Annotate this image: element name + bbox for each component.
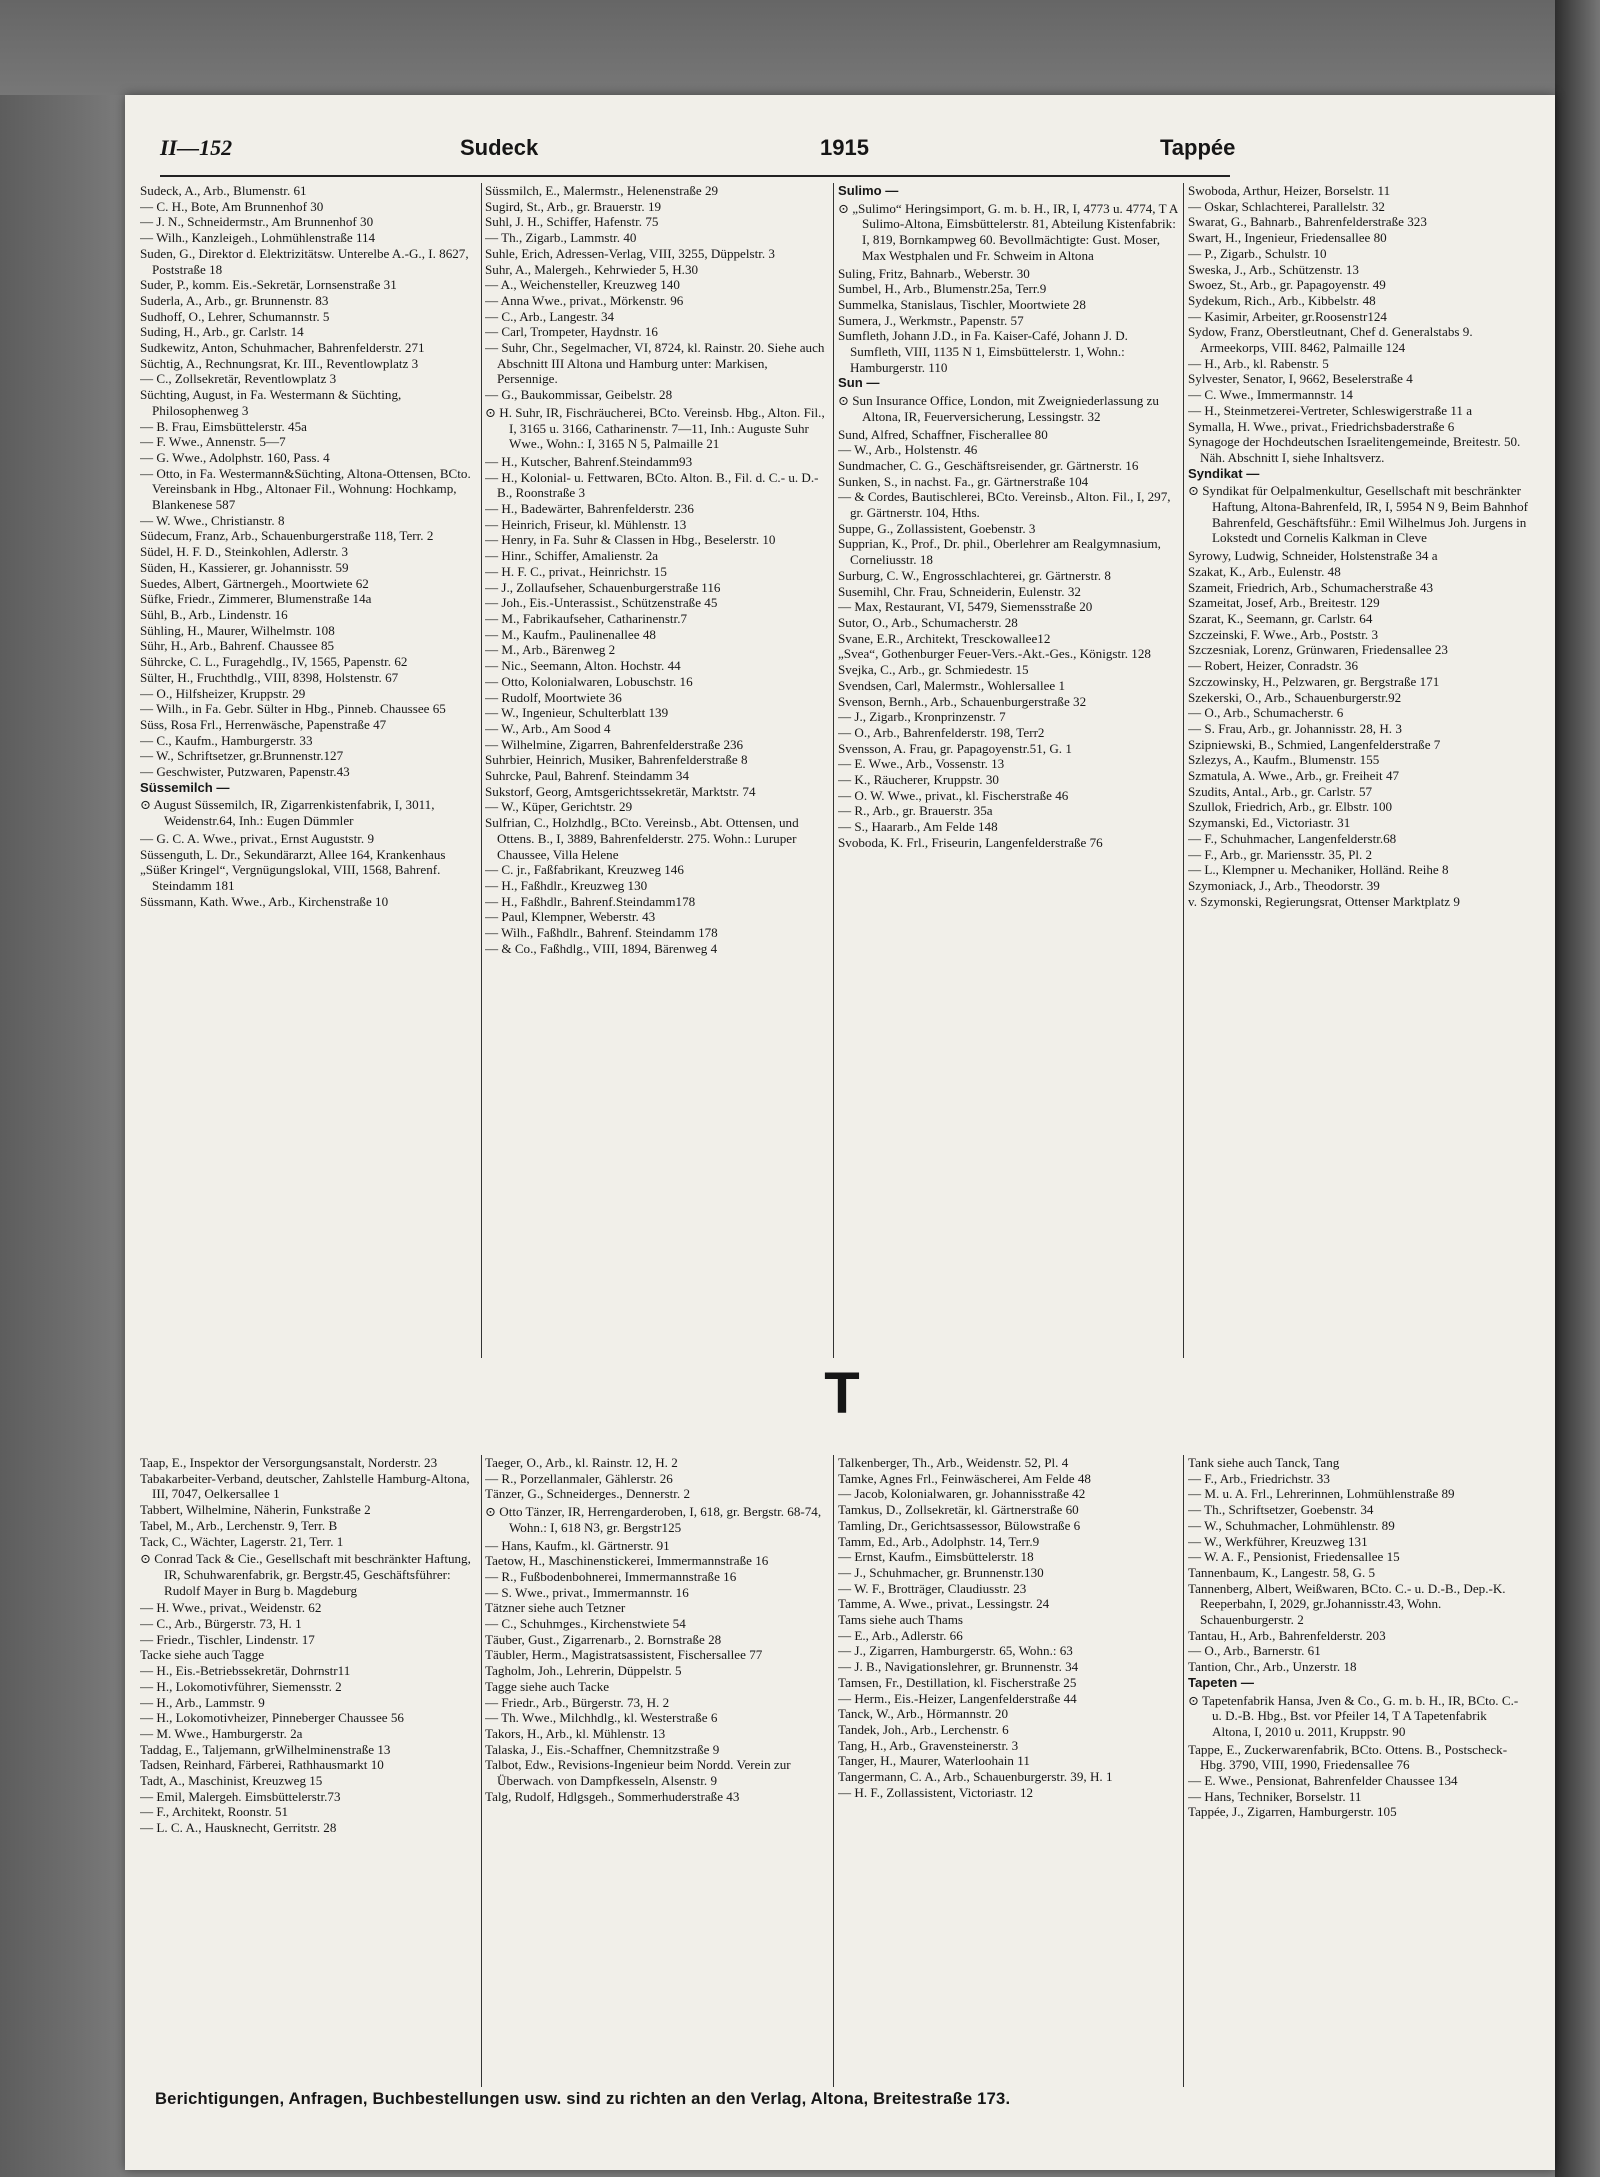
directory-entry: — W., Schuhmacher, Lohmühlenstr. 89 bbox=[1188, 1517, 1395, 1533]
directory-entry: — P., Zigarb., Schulstr. 10 bbox=[1188, 245, 1327, 261]
directory-entry: Szarat, K., Seemann, gr. Carlstr. 64 bbox=[1188, 610, 1373, 626]
directory-entry: — R., Porzellanmaler, Gählerstr. 26 bbox=[485, 1470, 673, 1486]
directory-entry: Tantau, H., Arb., Bahrenfelderstr. 203 bbox=[1188, 1627, 1386, 1643]
directory-entry: — Robert, Heizer, Conradstr. 36 bbox=[1188, 658, 1359, 674]
directory-entry: Talg, Rudolf, Hdlgsgeh., Sommerhuderstraße 43 bbox=[485, 1788, 740, 1804]
scan-book-edge bbox=[1555, 0, 1600, 2177]
directory-entry: Suder, P., komm. Eis.-Sekretär, Lornsenstraße 31 bbox=[140, 277, 397, 293]
directory-entry: Szameit, Friedrich, Arb., Schumacherstraße 43 bbox=[1188, 579, 1434, 595]
directory-entry: — A., Weichensteller, Kreuzweg 140 bbox=[485, 277, 680, 293]
directory-entry: — W. F., Brotträger, Claudiusstr. 23 bbox=[838, 1580, 1027, 1596]
directory-entry: Südel, H. F. D., Steinkohlen, Adlerstr. 3 bbox=[140, 544, 349, 560]
directory-entry: — H., Lokomotivheizer, Pinneberger Chaussee 56 bbox=[140, 1710, 404, 1726]
directory-entry: — J., Zollaufseher, Schauenburgerstraße 116 bbox=[485, 579, 721, 595]
directory-entry: Tacke siehe auch Tagge bbox=[140, 1647, 265, 1663]
directory-entry: Talbot, Edw., Revisions-Ingenieur beim Nordd. Verein zur Überwach. von Dampfkesseln, Alsenstr. 9 bbox=[485, 1757, 791, 1789]
directory-entry: — O., Arb., Barnerstr. 61 bbox=[1188, 1643, 1321, 1659]
directory-entry: Szudits, Antal., Arb., gr. Carlstr. 57 bbox=[1188, 783, 1373, 799]
directory-entry: Syndikat — bbox=[1188, 465, 1260, 481]
column-rule bbox=[481, 183, 482, 1358]
upper-column-1 bbox=[140, 183, 480, 1358]
directory-entry: Sulfrian, C., Holzhdlg., BCto. Vereinsb., Abt. Ottensen, und Ottens. B., I, 3889, Bahrenfelderstr. 275. Wohn.: Luruper Chaussee, Villa Helene bbox=[485, 815, 799, 862]
directory-entry: — L. C. A., Hausknecht, Gerritstr. 28 bbox=[140, 1820, 337, 1836]
directory-entry: Sudeck, A., Arb., Blumenstr. 61 bbox=[140, 183, 307, 198]
directory-entry: — H., Arb., Lammstr. 9 bbox=[140, 1694, 265, 1710]
directory-entry: — Otto, Kolonialwaren, Lobuschstr. 16 bbox=[485, 673, 693, 689]
column-rule bbox=[833, 1455, 834, 2087]
directory-entry: Täubler, Herm., Magistratsassistent, Fischersallee 77 bbox=[485, 1647, 763, 1663]
directory-entry: Takors, H., Arb., kl. Mühlenstr. 13 bbox=[485, 1725, 666, 1741]
directory-entry: ⊙ Conrad Tack & Cie., Gesellschaft mit beschränkter Haftung, IR, Schuhwarenfabrik, gr. Bergstr.45, Geschäftsführer: Rudolf Mayer in Burg b. Magdeburg bbox=[140, 1551, 471, 1598]
directory-entry: — H., Arb., kl. Rabenstr. 5 bbox=[1188, 355, 1329, 371]
directory-entry: Szczeinski, F. Wwe., Arb., Poststr. 3 bbox=[1188, 626, 1379, 642]
directory-entry: — Jacob, Kolonialwaren, gr. Johannisstraße 42 bbox=[838, 1486, 1086, 1502]
directory-entry: Tagge siehe auch Tacke bbox=[485, 1678, 610, 1694]
directory-entry: Sulimo — bbox=[838, 183, 899, 198]
lower-column-4 bbox=[1188, 1455, 1528, 2087]
directory-entry: — Anna Wwe., privat., Mörkenstr. 96 bbox=[485, 292, 684, 308]
directory-entry: — Friedr., Tischler, Lindenstr. 17 bbox=[140, 1631, 315, 1647]
directory-entry: Talaska, J., Eis.-Schaffner, Chemnitzstraße 9 bbox=[485, 1741, 720, 1757]
directory-entry: Süchtig, A., Rechnungsrat, Kr. III., Reventlowplatz 3 bbox=[140, 355, 419, 371]
directory-entry: Suden, G., Direktor d. Elektrizitätsw. Unterelbe A.-G., I. 8627, Poststraße 18 bbox=[140, 245, 469, 277]
running-header bbox=[160, 135, 1245, 167]
directory-entry: Sukstorf, Georg, Amtsgerichtssekretär, Marktstr. 74 bbox=[485, 783, 756, 799]
directory-entry: Tantion, Chr., Arb., Unzerstr. 18 bbox=[1188, 1659, 1357, 1675]
publisher-note: Berichtigungen, Anfragen, Buchbestellungen usw. sind zu richten an den Verlag, Altona, Breitestraße 173. bbox=[155, 2089, 1011, 2108]
directory-entry: Sudhoff, O., Lehrer, Schumannstr. 5 bbox=[140, 308, 330, 324]
directory-entry: Tannenberg, Albert, Weißwaren, BCto. C.- u. D.-B., Dep.-K. Reeperbahn, I, 2029, gr.Johannisstr.43, Wohn. Schauenburgerstr. 2 bbox=[1188, 1580, 1506, 1628]
directory-entry: ⊙ „Sulimo“ Heringsimport, G. m. b. H., IR, I, 4773 u. 4774, T A Sulimo-Altona, Eimsbüttelerstr. 81, Abteilung Kistenfabrik: I, 819, Bornkampweg 60. Bevollmächtigte: Gust. Moser, Max Westphalen und Fr. Schweim in Altona bbox=[838, 200, 1178, 263]
directory-entry: Szameitat, Josef, Arb., Breitestr. 129 bbox=[1188, 595, 1380, 611]
directory-entry: Sydekum, Rich., Arb., Kibbelstr. 48 bbox=[1188, 292, 1376, 308]
directory-entry: — F., Schuhmacher, Langenfelderstr.68 bbox=[1188, 830, 1397, 846]
directory-entry: — Wilh., Faßhdlr., Bahrenf. Steindamm 178 bbox=[485, 925, 718, 941]
directory-entry: — G. Wwe., Adolphstr. 160, Pass. 4 bbox=[140, 449, 330, 465]
directory-entry: Suhle, Erich, Adressen-Verlag, VIII, 3255, Düppelstr. 3 bbox=[485, 245, 775, 261]
directory-entry: — J., Zigarren, Hamburgerstr. 65, Wohn.: 63 bbox=[838, 1643, 1073, 1659]
directory-entry: ⊙ Tapetenfabrik Hansa, Jven & Co., G. m. b. H., IR, BCto. C.- u. D.-B. Hbg., Bst. vor Pfeiler 14, T A Tapetenfabrik Altona, I, 2010 u. 2011, Kruppstr. 90 bbox=[1188, 1692, 1519, 1739]
directory-entry: Süfke, Friedr., Zimmerer, Blumenstraße 14a bbox=[140, 591, 372, 607]
scan-background-left bbox=[0, 0, 120, 2177]
directory-entry: — C., Zollsekretär, Reventlowplatz 3 bbox=[140, 371, 337, 387]
directory-entry: — H., Steinmetzerei-Vertreter, Schleswigerstraße 11 a bbox=[1188, 402, 1473, 418]
directory-entry: Süden, H., Kassierer, gr. Johannisstr. 59 bbox=[140, 559, 349, 575]
directory-entry: — W., Küper, Gerichtstr. 29 bbox=[485, 799, 633, 815]
directory-entry: Szczowinsky, H., Pelzwaren, gr. Bergstraße 171 bbox=[1188, 673, 1440, 689]
directory-entry: Tadt, A., Maschinist, Kreuzweg 15 bbox=[140, 1773, 323, 1789]
directory-entry: Szymanski, Ed., Victoriastr. 31 bbox=[1188, 815, 1351, 831]
directory-entry: Süssenguth, L. Dr., Sekundärarzt, Allee 164, Krankenhaus bbox=[140, 846, 446, 862]
directory-entry: Tams siehe auch Thams bbox=[838, 1612, 964, 1628]
directory-entry: — K., Räucherer, Kruppstr. 30 bbox=[838, 772, 999, 788]
directory-entry: Svenson, Bernh., Arb., Schauenburgerstraße 32 bbox=[838, 693, 1087, 709]
directory-entry: Swoez, St., Arb., gr. Papagoyenstr. 49 bbox=[1188, 277, 1386, 293]
directory-entry: Tamkus, D., Zollsekretär, kl. Gärtnerstraße 60 bbox=[838, 1502, 1079, 1518]
directory-entry: Suling, Fritz, Bahnarb., Weberstr. 30 bbox=[838, 265, 1030, 281]
directory-entry: — C., Schuhmges., Kirchenstwiete 54 bbox=[485, 1616, 686, 1632]
directory-entry: ⊙ H. Suhr, IR, Fischräucherei, BCto. Vereinsb. Hbg., Alton. Fil., I, 3165 u. 3166, Catharinenstr. 7—11, Inh.: Auguste Suhr Wwe., Wohn.: I, 3165 N 5, Palmaille 21 bbox=[485, 404, 825, 452]
directory-entry: — H. F., Zollassistent, Victoriastr. 12 bbox=[838, 1784, 1034, 1800]
column-rule bbox=[1183, 183, 1184, 1358]
directory-entry: — G. C. A. Wwe., privat., Ernst Auguststr. 9 bbox=[140, 830, 374, 846]
directory-entry: Taddag, E., Taljemann, grWilhelminenstraße 13 bbox=[140, 1741, 391, 1757]
directory-entry: — E. Wwe., Pensionat, Bahrenfelder Chaussee 134 bbox=[1188, 1773, 1458, 1789]
directory-entry: Szekerski, O., Arb., Schauenburgerstr.92 bbox=[1188, 689, 1402, 705]
directory-entry: Sühl, B., Arb., Lindenstr. 16 bbox=[140, 606, 288, 622]
directory-entry: — J., Schuhmacher, gr. Brunnenstr.130 bbox=[838, 1564, 1044, 1580]
directory-entry: — G., Baukommissar, Geibelstr. 28 bbox=[485, 387, 673, 403]
directory-entry: — H., Faßhdlr., Kreuzweg 130 bbox=[485, 877, 648, 893]
directory-entry: — W., Werkführer, Kreuzweg 131 bbox=[1188, 1533, 1368, 1549]
directory-entry: — Carl, Trompeter, Haydnstr. 16 bbox=[485, 324, 658, 340]
directory-entry: Tangermann, C. A., Arb., Schauenburgerstr. 39, H. 1 bbox=[838, 1769, 1113, 1785]
directory-entry: — Herm., Eis.-Heizer, Langenfelderstraße 44 bbox=[838, 1690, 1077, 1706]
directory-entry: Supprian, K., Prof., Dr. phil., Oberlehrer am Realgymnasium, Corneliusstr. 18 bbox=[838, 536, 1161, 568]
directory-entry: Szmatula, A. Wwe., Arb., gr. Freiheit 47 bbox=[1188, 768, 1400, 784]
directory-page bbox=[125, 95, 1555, 2170]
directory-entry: — O., Arb., Schumacherstr. 6 bbox=[1188, 705, 1344, 721]
directory-entry: — Rudolf, Moortwiete 36 bbox=[485, 689, 622, 705]
directory-entry: Sydow, Franz, Oberstleutnant, Chef d. Generalstabs 9. Armeekorps, VIII. 8462, Palmaille 124 bbox=[1188, 324, 1473, 356]
directory-entry: Südecum, Franz, Arb., Schauenburgerstraße 118, Terr. 2 bbox=[140, 528, 434, 544]
directory-entry: Suppe, G., Zollassistent, Goebenstr. 3 bbox=[838, 520, 1036, 536]
directory-entry: Sudkewitz, Anton, Schuhmacher, Bahrenfelderstr. 271 bbox=[140, 340, 425, 356]
directory-entry: — H. Wwe., privat., Weidenstr. 62 bbox=[140, 1600, 322, 1616]
directory-entry: — Hinr., Schiffer, Amalienstr. 2a bbox=[485, 548, 659, 564]
directory-entry: — C., Kaufm., Hamburgerstr. 33 bbox=[140, 732, 313, 748]
directory-entry: Szczesniak, Lorenz, Grünwaren, Friedensallee 23 bbox=[1188, 642, 1448, 658]
directory-entry: ⊙ Sun Insurance Office, London, mit Zweigniederlassung zu Altona, IR, Feuerversicherung, Lessingstr. 32 bbox=[838, 393, 1159, 424]
directory-entry: — Henry, in Fa. Suhr & Classen in Hbg., Beselerstr. 10 bbox=[485, 532, 776, 548]
directory-entry: ⊙ Otto Tänzer, IR, Herrengarderoben, I, 618, gr. Bergstr. 68-74, Wohn.: I, 618 N3, gr. Bergstr125 bbox=[485, 1504, 822, 1535]
directory-entry: — M. u. A. Frl., Lehrerinnen, Lohmühlenstraße 89 bbox=[1188, 1486, 1455, 1502]
directory-entry: Suhrbier, Heinrich, Musiker, Bahrenfelderstraße 8 bbox=[485, 752, 748, 768]
directory-entry: Summelka, Stanislaus, Tischler, Moortwiete 28 bbox=[838, 296, 1086, 312]
directory-entry: — Th., Zigarb., Lammstr. 40 bbox=[485, 230, 637, 246]
directory-entry: Tänzer, G., Schneiderges., Dennerstr. 2 bbox=[485, 1486, 691, 1502]
directory-entry: — Heinrich, Friseur, kl. Mühlenstr. 13 bbox=[485, 516, 687, 532]
directory-entry: ⊙ August Süssemilch, IR, Zigarrenkistenfabrik, I, 3011, Weidenstr.64, Inh.: Eugen Dümmler bbox=[140, 797, 435, 829]
directory-entry: — Wilh., Kanzleigeh., Lohmühlenstraße 114 bbox=[140, 230, 376, 246]
letter-heading: T bbox=[824, 1361, 860, 1426]
directory-entry: Täuber, Gust., Zigarrenarb., 2. Bornstraße 28 bbox=[485, 1631, 722, 1647]
directory-entry: Sutor, O., Arb., Schumacherstr. 28 bbox=[838, 614, 1018, 630]
directory-entry: Tamling, Dr., Gerichtsassessor, Bülowstraße 6 bbox=[838, 1517, 1081, 1533]
directory-entry: Svendsen, Carl, Malermstr., Wohlersallee 1 bbox=[838, 677, 1066, 693]
directory-entry: Sühling, H., Maurer, Wilhelmstr. 108 bbox=[140, 622, 335, 638]
page-number: II—152 bbox=[160, 135, 233, 160]
directory-entry: — C. jr., Faßfabrikant, Kreuzweg 146 bbox=[485, 862, 684, 878]
directory-entry: Tannenbaum, K., Langestr. 58, G. 5 bbox=[1188, 1564, 1376, 1580]
directory-entry: Surburg, C. W., Engrosschlachterei, gr. Gärtnerstr. 8 bbox=[838, 567, 1111, 583]
directory-entry: Symalla, H. Wwe., privat., Friedrichsbaderstraße 6 bbox=[1188, 418, 1455, 434]
lower-column-2 bbox=[485, 1455, 830, 2087]
directory-entry: — J. N., Schneidermstr., Am Brunnenhof 30 bbox=[140, 214, 374, 230]
directory-entry: — Wilh., in Fa. Gebr. Sülter in Hbg., Pinneb. Chaussee 65 bbox=[140, 701, 446, 717]
directory-entry: Tabel, M., Arb., Lerchenstr. 9, Terr. B bbox=[140, 1517, 338, 1533]
directory-entry: Sugird, St., Arb., gr. Brauerstr. 19 bbox=[485, 198, 662, 214]
upper-column-2 bbox=[485, 183, 830, 1358]
directory-entry: Szymoniack, J., Arb., Theodorstr. 39 bbox=[1188, 877, 1380, 893]
directory-entry: — H., Kolonial- u. Fettwaren, BCto. Alton. B., Fil. d. C.- u. D.-B., Roonstraße 3 bbox=[485, 469, 819, 501]
directory-entry: — O. W. Wwe., privat., kl. Fischerstraße 46 bbox=[838, 787, 1069, 803]
directory-entry: ⊙ Syndikat für Oelpalmenkultur, Gesellschaft mit beschränkter Haftung, Altona-Bahrenfeld, IR, I, 5954 N 9, Beim Bahnhof Bahrenfeld, Geschäftsführ.: Emil Wilhelmus Joh. Jurgens in Lokstedt und Cornelis Kalkman in Cleve bbox=[1188, 483, 1528, 546]
directory-entry: Süssemilch — bbox=[140, 779, 230, 795]
directory-entry: — M., Arb., Bärenweg 2 bbox=[485, 642, 616, 658]
directory-entry: Taeger, O., Arb., kl. Rainstr. 12, H. 2 bbox=[485, 1455, 678, 1470]
column-rule bbox=[833, 183, 834, 1358]
directory-entry: Tabbert, Wilhelmine, Näherin, Funkstraße 2 bbox=[140, 1502, 371, 1518]
directory-entry: Sunken, S., in nachst. Fa., gr. Gärtnerstraße 104 bbox=[838, 473, 1089, 489]
directory-entry: Süchting, August, in Fa. Westermann & Süchting, Philosophenweg 3 bbox=[140, 387, 402, 418]
directory-entry: — M., Kaufm., Paulinenallee 48 bbox=[485, 626, 656, 642]
directory-entry: — H., Eis.-Betriebssekretär, Dohrnstr11 bbox=[140, 1663, 351, 1679]
directory-entry: — C., Arb., Bürgerstr. 73, H. 1 bbox=[140, 1616, 302, 1632]
directory-entry: Tang, H., Arb., Gravensteinerstr. 3 bbox=[838, 1737, 1019, 1753]
directory-entry: Süssmilch, E., Malermstr., Helenenstraße 29 bbox=[485, 183, 719, 198]
directory-entry: Suedes, Albert, Gärtnergeh., Moortwiete 62 bbox=[140, 575, 369, 591]
directory-entry: — Kasimir, Arbeiter, gr.Roosenstr124 bbox=[1188, 308, 1387, 324]
directory-entry: — W., Arb., Am Sood 4 bbox=[485, 720, 611, 736]
directory-entry: Suhr, A., Malergeh., Kehrwieder 5, H.30 bbox=[485, 261, 699, 277]
directory-entry: Talkenberger, Th., Arb., Weidenstr. 52, Pl. 4 bbox=[838, 1455, 1069, 1470]
directory-entry: — & Cordes, Bautischlerei, BCto. Vereinsb., Alton. Fil., I, 297, gr. Gärtnerstr. 104, Hths. bbox=[838, 489, 1171, 521]
directory-entry: — M. Wwe., Hamburgerstr. 2a bbox=[140, 1725, 303, 1741]
directory-entry: — S., Haararb., Am Felde 148 bbox=[838, 819, 998, 835]
directory-entry: — Wilhelmine, Zigarren, Bahrenfelderstraße 236 bbox=[485, 736, 744, 752]
directory-entry: Tadsen, Reinhard, Färberei, Rathhausmarkt 10 bbox=[140, 1757, 384, 1773]
directory-entry: — R., Fußbodenbohnerei, Immermannstraße 16 bbox=[485, 1568, 737, 1584]
directory-entry: Tamm, Ed., Arb., Adolphstr. 14, Terr.9 bbox=[838, 1533, 1040, 1549]
directory-entry: Sülter, H., Fruchthdlg., VIII, 8398, Holstenstr. 67 bbox=[140, 669, 399, 685]
directory-entry: „Süßer Kringel“, Vergnügungslokal, VIII, 1568, Bahrenf. Steindamm 181 bbox=[140, 862, 441, 893]
directory-entry: — S. Frau, Arb., gr. Johannisstr. 28, H. 3 bbox=[1188, 720, 1402, 736]
directory-entry: „Svea“, Gothenburger Feuer-Vers.-Akt.-Ges., Königstr. 128 bbox=[838, 646, 1151, 662]
directory-entry: — W. A. F., Pensionist, Friedensallee 15 bbox=[1188, 1549, 1400, 1565]
directory-entry: Sylvester, Senator, I, 9662, Beselerstraße 4 bbox=[1188, 371, 1413, 387]
directory-entry: Svensson, A. Frau, gr. Papagoyenstr.51, G. 1 bbox=[838, 740, 1072, 756]
header-rule bbox=[160, 175, 1230, 177]
directory-entry: — Hans, Kaufm., kl. Gärtnerstr. 91 bbox=[485, 1537, 670, 1553]
directory-entry: Tappée, J., Zigarren, Hamburgerstr. 105 bbox=[1188, 1804, 1397, 1820]
upper-column-3 bbox=[838, 183, 1178, 1358]
directory-entry: Syrowy, Ludwig, Schneider, Holstenstraße 34 a bbox=[1188, 548, 1438, 564]
directory-entry: — H., Kutscher, Bahrenf.Steindamm93 bbox=[485, 453, 693, 469]
directory-entry: v. Szymonski, Regierungsrat, Ottenser Marktplatz 9 bbox=[1188, 893, 1460, 909]
directory-entry: Tanger, H., Maurer, Waterloohain 11 bbox=[838, 1753, 1030, 1769]
header-last-keyword: Tappée bbox=[1160, 135, 1236, 160]
directory-entry: — Ernst, Kaufm., Eimsbüttelerstr. 18 bbox=[838, 1549, 1034, 1565]
directory-entry: — Th., Schriftsetzer, Goebenstr. 34 bbox=[1188, 1502, 1374, 1518]
directory-entry: — Joh., Eis.-Unterassist., Schützenstraße 45 bbox=[485, 595, 718, 611]
directory-entry: — F., Architekt, Roonstr. 51 bbox=[140, 1804, 289, 1820]
directory-entry: Tanck, W., Arb., Hörmannstr. 20 bbox=[838, 1706, 1009, 1722]
directory-entry: Suderla, A., Arb., gr. Brunnenstr. 83 bbox=[140, 292, 329, 308]
directory-entry: — O., Hilfsheizer, Kruppstr. 29 bbox=[140, 685, 306, 701]
directory-entry: — Max, Restaurant, VI, 5479, Siemensstraße 20 bbox=[838, 599, 1093, 615]
directory-entry: — Oskar, Schlachterei, Parallelstr. 32 bbox=[1188, 198, 1385, 214]
directory-entry: — Emil, Malergeh. Eimsbüttelerstr.73 bbox=[140, 1788, 341, 1804]
directory-entry: Sumfleth, Johann J.D., in Fa. Kaiser-Café, Johann J. D. Sumfleth, VIII, 1135 N 1, Eimsbüttelerstr. 1, Wohn.: Hamburgerstr. 110 bbox=[838, 328, 1128, 375]
directory-entry: — W., Ingenieur, Schulterblatt 139 bbox=[485, 705, 669, 721]
directory-entry: — W., Arb., Holstenstr. 46 bbox=[838, 442, 978, 458]
directory-entry: Szlezys, A., Kaufm., Blumenstr. 155 bbox=[1188, 752, 1380, 768]
directory-entry: — E., Arb., Adlerstr. 66 bbox=[838, 1627, 963, 1643]
directory-entry: Sühr, H., Arb., Bahrenf. Chaussee 85 bbox=[140, 638, 335, 654]
directory-entry: — B. Frau, Eimsbüttelerstr. 45a bbox=[140, 418, 307, 434]
directory-entry: Suding, H., Arb., gr. Carlstr. 14 bbox=[140, 324, 304, 340]
directory-entry: Swoboda, Arthur, Heizer, Borselstr. 11 bbox=[1188, 183, 1391, 198]
directory-entry: Tank siehe auch Tanck, Tang bbox=[1188, 1455, 1340, 1470]
directory-entry: — H., Faßhdlr., Bahrenf.Steindamm178 bbox=[485, 893, 696, 909]
directory-entry: Tabakarbeiter-Verband, deutscher, Zahlstelle Hamburg-Altona, III, 7047, Oelkersallee 1 bbox=[140, 1470, 470, 1502]
directory-entry: — H. F. C., privat., Heinrichstr. 15 bbox=[485, 563, 667, 579]
directory-entry: Tamme, A. Wwe., privat., Lessingstr. 24 bbox=[838, 1596, 1050, 1612]
directory-entry: Swart, H., Ingenieur, Friedensallee 80 bbox=[1188, 230, 1387, 246]
directory-entry: — F. Wwe., Annenstr. 5—7 bbox=[140, 434, 286, 450]
directory-entry: — Hans, Techniker, Borselstr. 11 bbox=[1188, 1788, 1362, 1804]
scan-background-top bbox=[0, 0, 1600, 95]
directory-entry: Tamsen, Fr., Destillation, kl. Fischerstraße 25 bbox=[838, 1674, 1077, 1690]
directory-entry: Swarat, G., Bahnarb., Bahrenfelderstraße 323 bbox=[1188, 214, 1427, 230]
directory-entry: Svoboda, K. Frl., Friseurin, Langenfelderstraße 76 bbox=[838, 834, 1103, 850]
directory-entry: — C. H., Bote, Am Brunnenhof 30 bbox=[140, 198, 324, 214]
directory-entry: — H., Badewärter, Bahrenfelderstr. 236 bbox=[485, 501, 694, 517]
directory-entry: — F., Arb., gr. Mariensstr. 35, Pl. 2 bbox=[1188, 846, 1373, 862]
directory-entry: Sundmacher, C. G., Geschäftsreisender, gr. Gärtnerstr. 16 bbox=[838, 457, 1139, 473]
header-year: 1915 bbox=[820, 135, 869, 160]
directory-entry: — W. Wwe., Christianstr. 8 bbox=[140, 512, 285, 528]
directory-entry: — H., Lokomotivführer, Siemensstr. 2 bbox=[140, 1678, 342, 1694]
directory-entry: Synagoge der Hochdeutschen Israelitengemeinde, Breitestr. 50. Näh. Abschnitt I, siehe Inhaltsverz. bbox=[1188, 434, 1521, 465]
lower-column-1 bbox=[140, 1455, 480, 2087]
header-first-keyword: Sudeck bbox=[460, 135, 539, 160]
directory-entry: — J. B., Navigationslehrer, gr. Brunnenstr. 34 bbox=[838, 1659, 1079, 1675]
directory-entry: — & Co., Faßhdlg., VIII, 1894, Bärenweg 4 bbox=[485, 940, 718, 956]
directory-entry: — S. Wwe., privat., Immermannstr. 16 bbox=[485, 1584, 689, 1600]
directory-entry: Süss, Rosa Frl., Herrenwäsche, Papenstraße 47 bbox=[140, 716, 387, 732]
directory-entry: Sumera, J., Werkmstr., Papenstr. 57 bbox=[838, 312, 1024, 328]
directory-entry: Susemihl, Chr. Frau, Schneiderin, Eulenstr. 32 bbox=[838, 583, 1081, 599]
directory-entry: Tätzner siehe auch Tetzner bbox=[485, 1600, 626, 1616]
directory-entry: — J., Zigarb., Kronprinzenstr. 7 bbox=[838, 709, 1006, 725]
directory-entry: — Nic., Seemann, Alton. Hochstr. 44 bbox=[485, 658, 681, 674]
directory-entry: Tapeten — bbox=[1188, 1674, 1254, 1690]
directory-entry: — L., Klempner u. Mechaniker, Holländ. Reihe 8 bbox=[1188, 862, 1449, 878]
directory-entry: — R., Arb., gr. Brauerstr. 35a bbox=[838, 803, 993, 819]
directory-entry: — E. Wwe., Arb., Vossenstr. 13 bbox=[838, 756, 1005, 772]
directory-entry: — F., Arb., Friedrichstr. 33 bbox=[1188, 1470, 1330, 1486]
directory-entry: Tack, C., Wächter, Lagerstr. 21, Terr. 1 bbox=[140, 1533, 344, 1549]
directory-entry: — W., Schriftsetzer, gr.Brunnenstr.127 bbox=[140, 748, 344, 764]
directory-entry: Szakat, K., Arb., Eulenstr. 48 bbox=[1188, 563, 1341, 579]
directory-entry: — Th. Wwe., Milchhdlg., kl. Westerstraße 6 bbox=[485, 1710, 718, 1726]
directory-entry: — C. Wwe., Immermannstr. 14 bbox=[1188, 387, 1353, 403]
directory-entry: — Friedr., Arb., Bürgerstr. 73, H. 2 bbox=[485, 1694, 670, 1710]
directory-entry: Tamke, Agnes Frl., Feinwäscherei, Am Felde 48 bbox=[838, 1470, 1091, 1486]
column-rule bbox=[1183, 1455, 1184, 2087]
directory-entry: — Otto, in Fa. Westermann&Süchting, Altona-Ottensen, BCto. Vereinsbank in Hbg., Altonaer Fil., Wohnung: Hochkamp, Blankenese 587 bbox=[140, 465, 471, 513]
directory-entry: Sührcke, C. L., Furagehdlg., IV, 1565, Papenstr. 62 bbox=[140, 654, 408, 670]
directory-entry: Taap, E., Inspektor der Versorgungsanstalt, Norderstr. 23 bbox=[140, 1455, 438, 1470]
directory-entry: — Suhr, Chr., Segelmacher, VI, 8724, kl. Rainstr. 20. Siehe auch Abschnitt III Altona und Hamburg unter: Markisen, Persennige. bbox=[485, 340, 825, 387]
directory-entry: Taetow, H., Maschinenstickerei, Immermannstraße 16 bbox=[485, 1553, 769, 1569]
directory-entry: Szipniewski, B., Schmied, Langenfelderstraße 7 bbox=[1188, 736, 1441, 752]
directory-entry: — Paul, Klempner, Weberstr. 43 bbox=[485, 909, 656, 925]
directory-entry: Sund, Alfred, Schaffner, Fischerallee 80 bbox=[838, 426, 1048, 442]
directory-entry: Suhl, J. H., Schiffer, Hafenstr. 75 bbox=[485, 214, 659, 230]
upper-column-4 bbox=[1188, 183, 1528, 1358]
directory-entry: — Geschwister, Putzwaren, Papenstr.43 bbox=[140, 764, 350, 780]
directory-entry: — O., Arb., Bahrenfelderstr. 198, Terr2 bbox=[838, 724, 1045, 740]
directory-entry: Svane, E.R., Architekt, Tresckowallee12 bbox=[838, 630, 1051, 646]
directory-entry: Svejka, C., Arb., gr. Schmiedestr. 15 bbox=[838, 662, 1029, 678]
directory-entry: Sweska, J., Arb., Schützenstr. 13 bbox=[1188, 261, 1359, 277]
directory-entry: — M., Fabrikaufseher, Catharinenstr.7 bbox=[485, 610, 688, 626]
lower-column-3 bbox=[838, 1455, 1178, 2087]
directory-entry: Tandek, Joh., Arb., Lerchenstr. 6 bbox=[838, 1721, 1009, 1737]
directory-entry: Sun — bbox=[838, 375, 880, 391]
directory-entry: Süssmann, Kath. Wwe., Arb., Kirchenstraße 10 bbox=[140, 893, 389, 909]
directory-entry: Szullok, Friedrich, Arb., gr. Elbstr. 100 bbox=[1188, 799, 1393, 815]
directory-entry: Tappe, E., Zuckerwarenfabrik, BCto. Ottens. B., Postscheck-Hbg. 3790, VIII, 1990, Friedensallee 76 bbox=[1188, 1741, 1508, 1773]
directory-entry: Sumbel, H., Arb., Blumenstr.25a, Terr.9 bbox=[838, 281, 1047, 297]
directory-entry: Tagholm, Joh., Lehrerin, Düppelstr. 5 bbox=[485, 1663, 682, 1679]
column-rule bbox=[481, 1455, 482, 2087]
directory-entry: Suhrcke, Paul, Bahrenf. Steindamm 34 bbox=[485, 768, 690, 784]
directory-entry: — C., Arb., Langestr. 34 bbox=[485, 308, 615, 324]
